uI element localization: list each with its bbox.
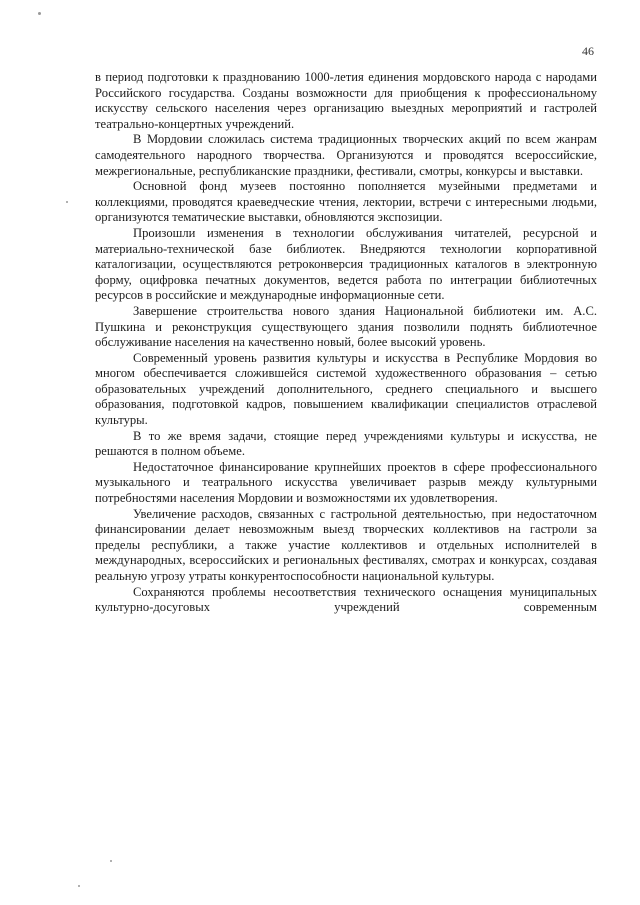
paragraph-5: Завершение строительства нового здания Национальной библиотеки им. А.С. Пушкина и реконструкция существующего здания позволили поднять библиотечное обслуживание населения на качественно новый, более высокий уровень. xyxy=(95,303,597,350)
scan-speck xyxy=(38,12,41,15)
paragraph-6: Современный уровень развития культуры и искусства в Республике Мордовия во многом обеспечивается сложившейся системой художественного образования – сетью образовательных учреждений дополнительного, среднего специального и высшего образования, подготовкой кадров, повышением квалификации специалистов отраслевой культуры. xyxy=(95,350,597,428)
paragraph-7: В то же время задачи, стоящие перед учреждениями культуры и искусства, не решаются в полном объеме. xyxy=(95,428,597,459)
page-number: 46 xyxy=(582,44,594,58)
document-body xyxy=(95,70,597,616)
scan-speck xyxy=(66,201,68,203)
paragraph-10: Сохраняются проблемы несоответствия технического оснащения муниципальных культурно-досуговых учреждений современным xyxy=(95,584,597,615)
paragraph-9: Увеличение расходов, связанных с гастрольной деятельностью, при недостаточном финансировании делает невозможным выезд творческих коллективов на гастроли за пределы республики, а также участие коллективов и отдельных исполнителей в международных, всероссийских и региональных фестивалях, смотрах и конкурсах, создавая реальную угрозу утраты конкурентоспособности национальной культуры. xyxy=(95,506,597,583)
paragraph-4: Произошли изменения в технологии обслуживания читателей, ресурсной и материально-технической базе библиотек. Внедряются технологии корпоративной каталогизации, осуществляются ретроконверсия традиционных каталогов в электронную форму, оцифровка печатных документов, ведется работа по интеграции библиотечных ресурсов в российские и международные информационные сети. xyxy=(95,225,597,303)
paragraph-8: Недостаточное финансирование крупнейших проектов в сфере профессионального музыкального и театрального искусства увеличивает разрыв между культурными потребностями населения Мордовии и возможностями их удовлетворения. xyxy=(95,459,597,506)
scan-speck xyxy=(110,860,112,862)
paragraph-3: Основной фонд музеев постоянно пополняется музейными предметами и коллекциями, проводятся краеведческие чтения, лектории, встречи с интересными людьми, организуются тематические выставки, обновляются экспозиции. xyxy=(95,179,597,225)
paragraph-1: в период подготовки к празднованию 1000-летия единения мордовского народа с народами Российского государства. Созданы возможности для приобщения к профессиональному искусству сельского населения через организацию выездных мероприятий и гастролей театрально-концертных учреждений. xyxy=(95,70,597,131)
paragraph-2: В Мордовии сложилась система традиционных творческих акций по всем жанрам самодеятельного народного творчества. Организуются и проводятся всероссийские, межрегиональные, республиканские праздники, фестивали, смотры, конкурсы и выставки. xyxy=(95,132,597,178)
scan-speck xyxy=(78,885,80,887)
